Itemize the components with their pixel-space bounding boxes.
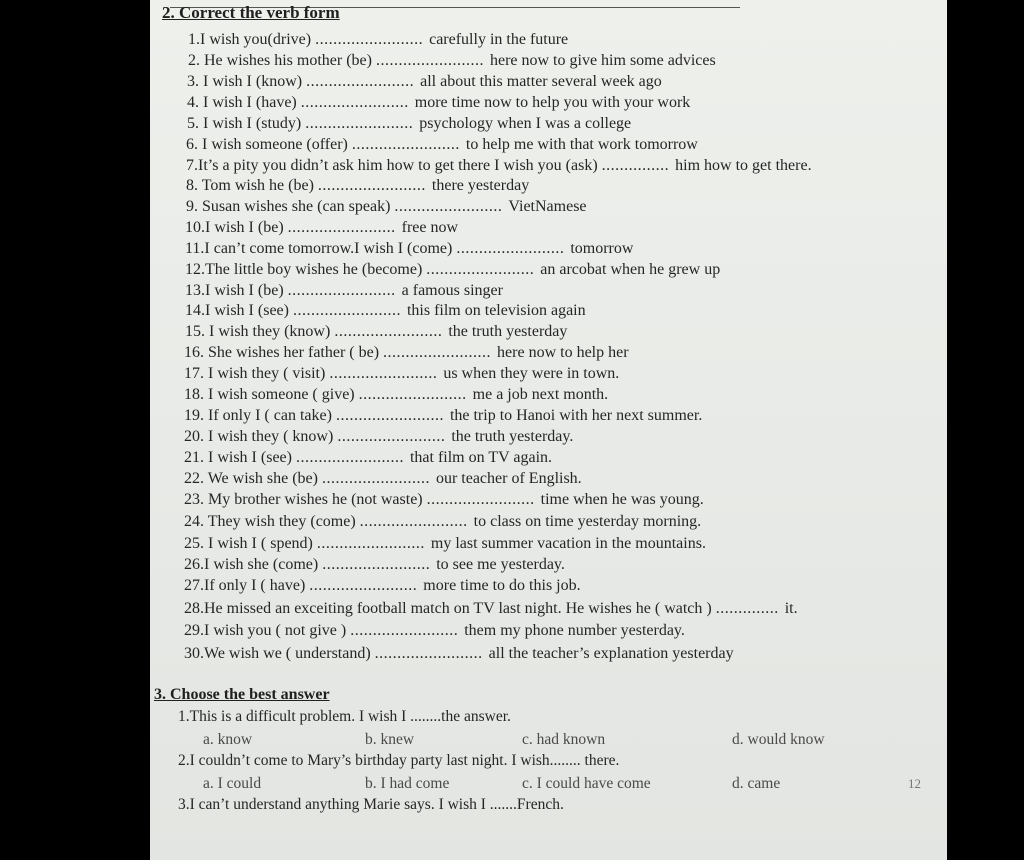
- exercise-item-dots: ........................: [316, 535, 425, 552]
- exercise-item-rest: carefully in the future: [429, 31, 569, 48]
- exercise-item-rest: a famous singer: [401, 282, 503, 299]
- section-3-title: 3. Choose the best answer: [154, 686, 330, 703]
- exercise-item-dots: ........................: [300, 94, 409, 111]
- exercise-item: [184, 556, 565, 574]
- exercise-item-stem: 8. Tom wish he (be): [186, 177, 314, 194]
- exercise-item: [184, 449, 552, 467]
- exercise-item-dots: ........................: [317, 177, 426, 194]
- exercise-item-rest: there yesterday: [431, 177, 530, 194]
- exercise-item-stem: 21. I wish I (see): [184, 449, 292, 466]
- exercise-item-stem: 15. I wish they (know): [185, 323, 331, 340]
- exercise-item-dots: ........................: [426, 261, 535, 278]
- mc-option: c. had known: [522, 731, 606, 748]
- exercise-item: [184, 513, 701, 531]
- exercise-item-rest: more time now to help you with your work: [414, 94, 691, 111]
- exercise-item-rest: VietNamese: [508, 198, 587, 215]
- exercise-item-dots: ........................: [456, 240, 565, 257]
- exercise-item-dots: ........................: [334, 323, 443, 340]
- exercise-item-dots: ........................: [287, 282, 396, 299]
- exercise-item-rest: more time to do this job.: [423, 577, 581, 594]
- exercise-item-rest: my last summer vacation in the mountains.: [430, 535, 706, 552]
- exercise-item-stem: 9. Susan wishes she (can speak): [186, 198, 391, 215]
- exercise-item-dots: ........................: [306, 73, 415, 90]
- exercise-item-stem: 7.It’s a pity you didn’t ask him how to get there I wish you (ask): [186, 157, 598, 174]
- exercise-item: [184, 622, 685, 640]
- exercise-item-dots: ........................: [383, 344, 492, 361]
- mc-option: b. I had come: [365, 775, 450, 792]
- exercise-item-dots: ........................: [351, 136, 460, 153]
- exercise-item: [184, 344, 629, 362]
- exercise-item-dots: ........................: [394, 198, 503, 215]
- exercise-item-dots: ........................: [287, 219, 396, 236]
- exercise-item-stem: 18. I wish someone ( give): [184, 386, 355, 403]
- exercise-item-rest: tomorrow: [570, 240, 634, 257]
- exercise-item: [186, 177, 529, 195]
- exercise-item-rest: us when they were in town.: [443, 365, 620, 382]
- exercise-item-rest: our teacher of English.: [435, 470, 582, 487]
- exercise-item: [184, 535, 706, 553]
- exercise-item: [185, 240, 633, 258]
- exercise-item-dots: ........................: [292, 302, 401, 319]
- exercise-item-dots: ..............: [715, 600, 779, 617]
- exercise-item: [184, 491, 704, 509]
- exercise-item: [184, 386, 608, 404]
- exercise-item-dots: ........................: [305, 115, 414, 132]
- exercise-item: [188, 31, 568, 49]
- exercise-item-dots: ...............: [601, 157, 670, 174]
- exercise-item-stem: 4. I wish I (have): [187, 94, 297, 111]
- exercise-item-rest: psychology when I was a college: [419, 115, 632, 132]
- exercise-item-rest: all the teacher’s explanation yesterday: [488, 645, 734, 662]
- exercise-item-stem: 17. I wish they ( visit): [184, 365, 326, 382]
- exercise-item-rest: the trip to Hanoi with her next summer.: [449, 407, 703, 424]
- exercise-item: [185, 219, 458, 237]
- section-2-title: 2. Correct the verb form: [162, 3, 340, 22]
- exercise-item-dots: ........................: [374, 645, 483, 662]
- exercise-item-stem: 26.I wish she (come): [184, 556, 319, 573]
- exercise-item: [186, 157, 812, 175]
- exercise-item-stem: 6. I wish someone (offer): [186, 136, 348, 153]
- mc-question: 1.This is a difficult problem. I wish I ........the answer.: [178, 708, 511, 725]
- exercise-item: [184, 577, 581, 595]
- exercise-item-dots: ........................: [359, 513, 468, 530]
- mc-option: a. know: [203, 731, 253, 748]
- exercise-item-stem: 20. I wish they ( know): [184, 428, 334, 445]
- page-number: 12: [908, 776, 921, 791]
- exercise-item: [185, 261, 720, 279]
- mc-option: c. I could have come: [522, 775, 651, 792]
- exercise-item-dots: ........................: [426, 491, 535, 508]
- exercise-item-rest: here now to give him some advices: [489, 52, 716, 69]
- exercise-item: [184, 407, 702, 425]
- exercise-item-dots: ........................: [358, 386, 467, 403]
- mc-option: b. knew: [365, 731, 415, 748]
- exercise-item: [185, 323, 567, 341]
- exercise-item-rest: free now: [401, 219, 459, 236]
- exercise-item: [184, 600, 798, 618]
- exercise-item: [186, 136, 698, 154]
- exercise-item-rest: the truth yesterday.: [451, 428, 574, 445]
- exercise-item-dots: ........................: [321, 470, 430, 487]
- exercise-item-rest: this film on television again: [406, 302, 586, 319]
- exercise-item-dots: ........................: [350, 622, 459, 639]
- exercise-item: [184, 645, 734, 663]
- exercise-item-stem: 25. I wish I ( spend): [184, 535, 313, 552]
- exercise-item-rest: to see me yesterday.: [436, 556, 565, 573]
- exercise-item-stem: 30.We wish we ( understand): [184, 645, 371, 662]
- exercise-item-stem: 2. He wishes his mother (be): [188, 52, 372, 69]
- exercise-item-stem: 16. She wishes her father ( be): [184, 344, 380, 361]
- exercise-item-dots: ........................: [322, 556, 431, 573]
- exercise-item-stem: 29.I wish you ( not give ): [184, 622, 347, 639]
- mc-option: a. I could: [203, 775, 262, 792]
- exercise-item: [184, 428, 573, 446]
- exercise-item-stem: 23. My brother wishes he (not waste): [184, 491, 423, 508]
- exercise-item-rest: all about this matter several week ago: [420, 73, 662, 90]
- exercise-item-rest: him how to get there.: [675, 157, 812, 174]
- exercise-item-rest: time when he was young.: [540, 491, 704, 508]
- exercise-item-stem: 12.The little boy wishes he (become): [185, 261, 423, 278]
- exercise-item-dots: ........................: [329, 365, 438, 382]
- exercise-item-stem: 24. They wish they (come): [184, 513, 356, 530]
- exercise-item: [185, 302, 586, 320]
- exercise-item-rest: to class on time yesterday morning.: [473, 513, 702, 530]
- exercise-item-stem: 27.If only I ( have): [184, 577, 306, 594]
- exercise-item-rest: here now to help her: [497, 344, 629, 361]
- exercise-item-dots: ........................: [335, 407, 444, 424]
- exercise-item-dots: ........................: [309, 577, 418, 594]
- exercise-item-dots: ........................: [337, 428, 446, 445]
- exercise-item: [187, 115, 631, 133]
- exercise-item: [187, 94, 690, 112]
- mc-option: d. came: [732, 775, 781, 792]
- exercise-item-dots: ........................: [315, 31, 424, 48]
- exercise-item-stem: 1.I wish you(drive): [188, 31, 312, 48]
- exercise-item-rest: the truth yesterday: [448, 323, 568, 340]
- exercise-item-stem: 10.I wish I (be): [185, 219, 284, 236]
- mc-question: 2.I couldn’t come to Mary’s birthday party last night. I wish........ there.: [178, 752, 620, 769]
- exercise-item: [186, 198, 587, 216]
- exercise-item-stem: 28.He missed an exceiting football match on TV last night. He wishes he ( watch ): [184, 600, 712, 617]
- exercise-item-rest: it.: [784, 600, 798, 617]
- exercise-item-rest: to help me with that work tomorrow: [465, 136, 698, 153]
- exercise-item: [184, 365, 619, 383]
- exercise-item-stem: 3. I wish I (know): [187, 73, 303, 90]
- exercise-item-stem: 19. If only I ( can take): [184, 407, 332, 424]
- exercise-item: [184, 470, 582, 488]
- exercise-item: [185, 282, 503, 300]
- mc-question: 3.I can’t understand anything Marie says. I wish I .......French.: [178, 796, 564, 813]
- exercise-item-stem: 13.I wish I (be): [185, 282, 284, 299]
- exercise-item: [187, 73, 662, 91]
- exercise-item-dots: ........................: [295, 449, 404, 466]
- exercise-item-stem: 14.I wish I (see): [185, 302, 289, 319]
- exercise-item-stem: 11.I can’t come tomorrow.I wish I (come): [185, 240, 453, 257]
- exercise-item-rest: that film on TV again.: [409, 449, 553, 466]
- mc-option: d. would know: [732, 731, 825, 748]
- exercise-item: [188, 52, 716, 70]
- exercise-item-rest: them my phone number yesterday.: [464, 622, 685, 639]
- exercise-item-stem: 22. We wish she (be): [184, 470, 318, 487]
- exercise-item-dots: ........................: [375, 52, 484, 69]
- exercise-item-rest: an arcobat when he grew up: [540, 261, 721, 278]
- exercise-item-stem: 5. I wish I (study): [187, 115, 302, 132]
- exercise-item-rest: me a job next month.: [472, 386, 609, 403]
- worksheet-page: [150, 0, 947, 860]
